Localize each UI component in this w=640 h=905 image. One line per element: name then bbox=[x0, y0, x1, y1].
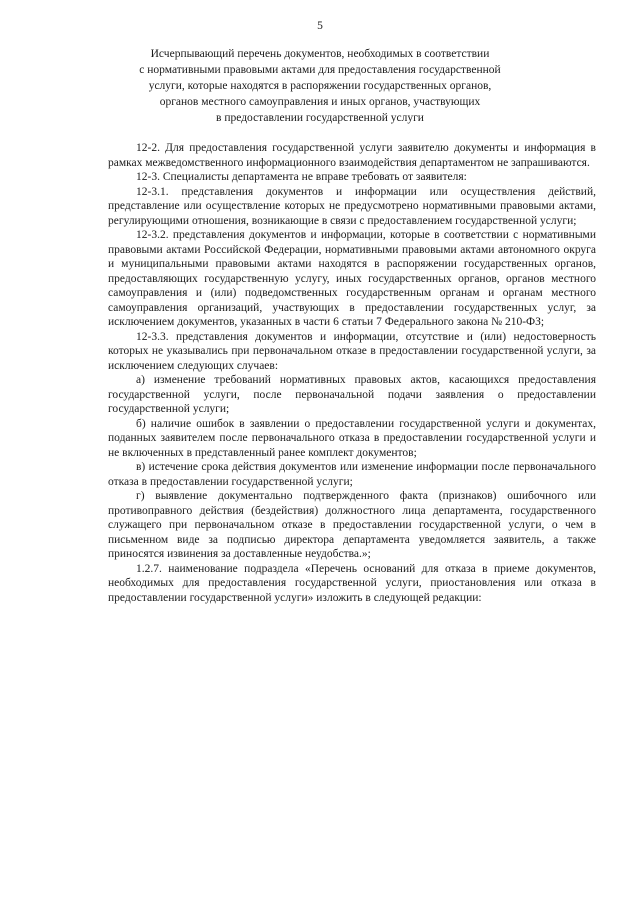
heading-line: Исчерпывающий перечень документов, необходимых в соответствии bbox=[150, 48, 490, 60]
paragraph-12-3-1: 12-3.1. представления документов и информации или осуществления действий, представление или осуществление которых не предусмотрено нормативными правовыми актами, регулирующими отношения, возникающие в связи с предоставлением государственной услуги; bbox=[108, 185, 596, 227]
paragraph-12-3: 12-3. Специалисты департамента не вправе требовать от заявителя: bbox=[136, 171, 467, 183]
paragraph-case-b: б) наличие ошибок в заявлении о предоставлении государственной услуги и документах, поданных заявителем после первоначального отказа в предоставлении государственной услуги и не включенных в представленный ранее комплект документов; bbox=[108, 417, 596, 459]
paragraph-12-3-3: 12-3.3. представления документов и информации, отсутствие и (или) недостоверность которых не указывались при первоначальном отказе в предоставлении государственной услуги, за исключением следующих случаев: bbox=[108, 330, 596, 372]
paragraph-case-g: г) выявление документально подтвержденного факта (признаков) ошибочного или противоправного действия (бездействия) должностного лица департамента, государственного служащего при первоначальном отказе в предоставлении государственной услуги, о чем в письменном виде за подписью директора департамента уведомляется заявитель, а также приносятся извинения за доставленные неудобства.»; bbox=[108, 490, 596, 560]
section-heading bbox=[120, 46, 520, 126]
paragraph-1-2-7: 1.2.7. наименование подраздела «Перечень оснований для отказа в приеме документов, необходимых для предоставления государственной услуги, приостановления или отказа в предоставлении государственной услуги» изложить в следующей редакции: bbox=[108, 562, 596, 604]
document-body bbox=[108, 141, 596, 605]
page-number: 5 bbox=[317, 20, 323, 32]
heading-line: с нормативными правовыми актами для предоставления государственной bbox=[139, 64, 501, 76]
paragraph-case-a: а) изменение требований нормативных правовых актов, касающихся предоставления государственной услуги, после первоначальной подачи заявления о предоставлении государственной услуги; bbox=[108, 374, 596, 415]
paragraph-case-v: в) истечение срока действия документов или изменение информации после первоначального отказа в предоставлении государственной услуги; bbox=[108, 461, 596, 488]
heading-line: в предоставлении государственной услуги bbox=[216, 112, 424, 124]
paragraph-12-3-2: 12-3.2. представления документов и информации, которые в соответствии с нормативными правовыми актами Российской Федерации, нормативными правовыми актами автономного округа и муниципальными правовыми актами находятся в распоряжении государственных органов, предоставляющих государственную услугу, иных государственных органов, органов местного самоуправления и (или) подведомственных государственным органам и органам местного самоуправления организаций, участвующих в предоставлении государственных услуг, за исключением документов, указанных в части 6 статьи 7 Федерального закона № 210-ФЗ; bbox=[108, 229, 596, 328]
heading-line: услуги, которые находятся в распоряжении государственных органов, bbox=[148, 80, 492, 92]
heading-line: органов местного самоуправления и иных органов, участвующих bbox=[159, 96, 481, 108]
paragraph-12-2: 12-2. Для предоставления государственной услуги заявителю документы и информация в рамках межведомственного информационного взаимодействия департаментом не запрашиваются. bbox=[108, 142, 596, 169]
